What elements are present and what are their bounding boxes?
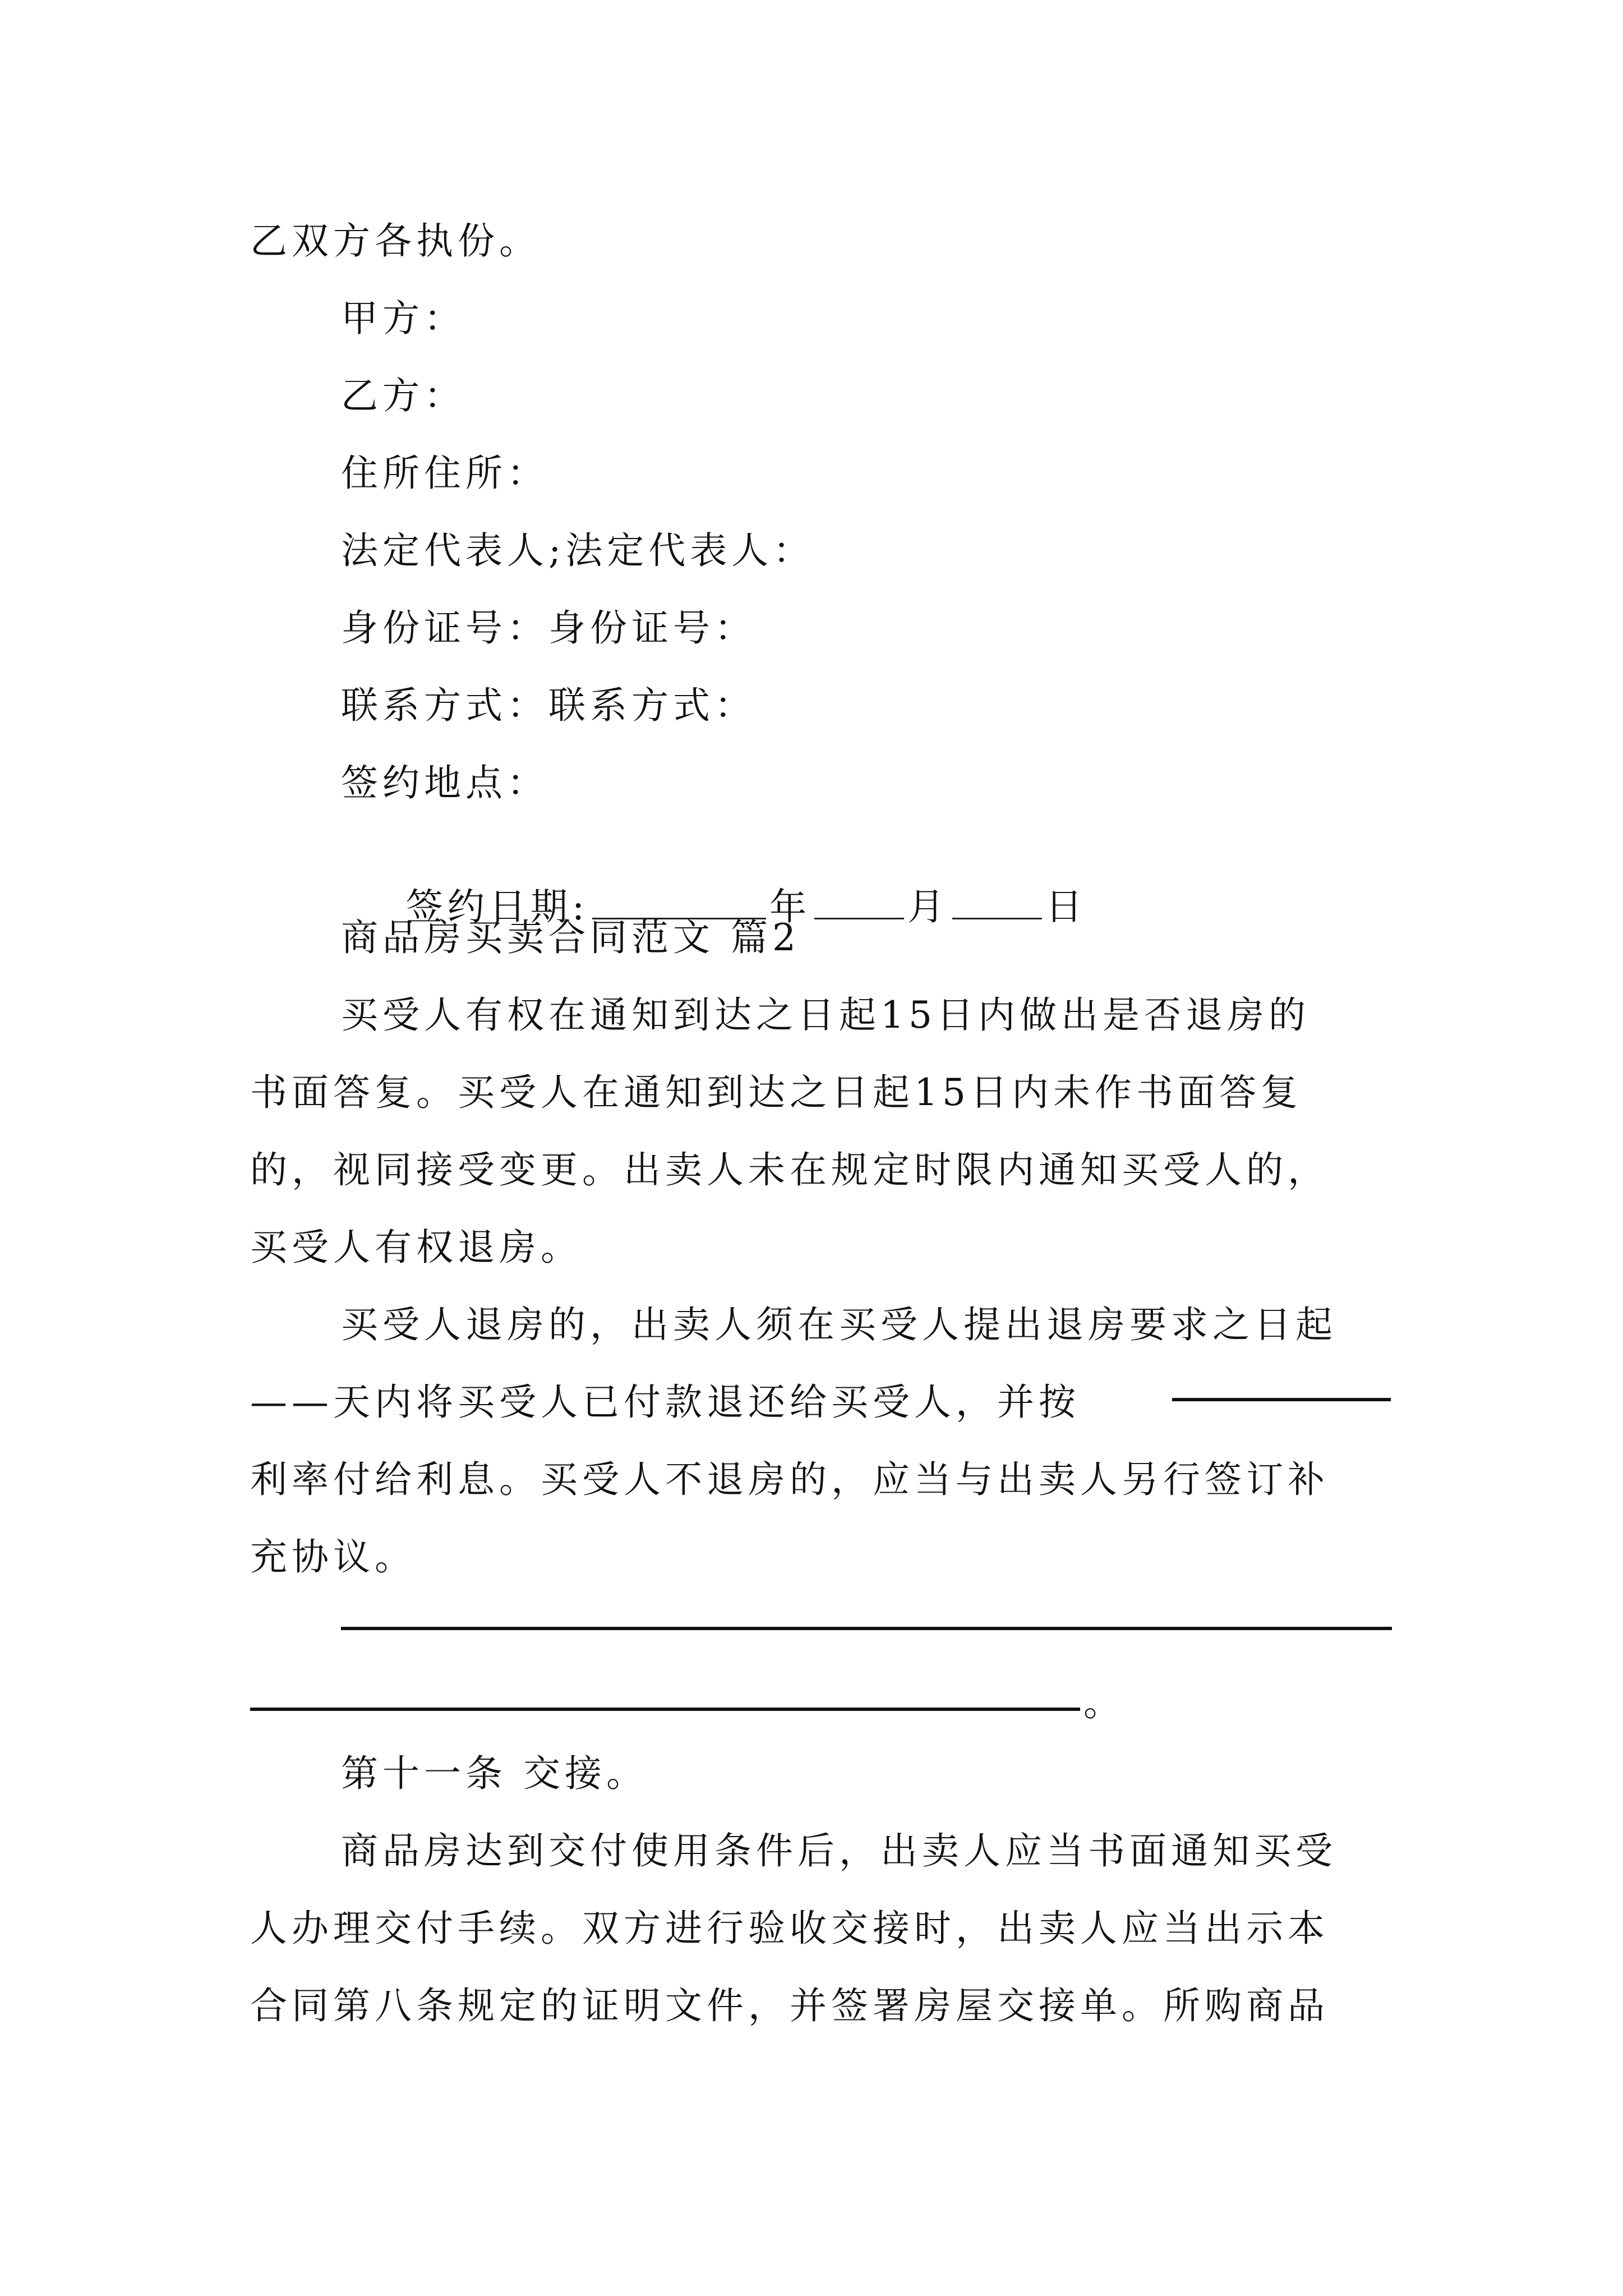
interest-rate-blank — [1172, 1398, 1391, 1401]
day-label: 日 — [1045, 885, 1087, 928]
party-b-label: 乙方： — [341, 374, 465, 417]
day-blank — [952, 883, 1042, 919]
id-number-label: 身份证号：身份证号： — [341, 606, 756, 650]
paragraph-line: 利率付给利息。买受人不退房的，应当与出卖人另行签订补 — [250, 1458, 1329, 1501]
month-label: 月 — [907, 885, 949, 928]
paragraph-line: 商品房达到交付使用条件后，出卖人应当书面通知买受 — [341, 1829, 1337, 1872]
contact-label: 联系方式：联系方式： — [341, 684, 756, 727]
rule-end-punctuation: 。 — [1083, 1681, 1125, 1724]
text-line: 乙双方各执份。 — [250, 219, 541, 263]
paragraph-line: 充协议。 — [250, 1535, 416, 1579]
signing-date-line — [341, 838, 1087, 928]
paragraph-line: 买受人有权在通知到达之日起15日内做出是否退房的 — [341, 993, 1310, 1037]
fill-in-rule — [341, 1627, 1392, 1630]
paragraph-line: 买受人有权退房。 — [250, 1226, 582, 1269]
section-heading: 商品房买卖合同范文 篇2 — [341, 916, 800, 959]
paragraph-line: 合同第八条规定的证明文件，并签署房屋交接单。所购商品 — [250, 1984, 1329, 2027]
fill-in-rule — [250, 1708, 1080, 1711]
paragraph-line: ——天内将买受人已付款退还给买受人，并按 — [250, 1381, 1080, 1424]
paragraph-line: 人办理交付手续。双方进行验收交接时，出卖人应当出示本 — [250, 1907, 1329, 1950]
article-heading: 第十一条 交接。 — [341, 1752, 648, 1795]
party-a-label: 甲方： — [341, 297, 465, 340]
month-blank — [814, 883, 904, 919]
year-label: 年 — [769, 885, 811, 928]
paragraph-line: 买受人退房的，出卖人须在买受人提出退房要求之日起 — [341, 1303, 1337, 1346]
year-blank — [592, 883, 766, 919]
signing-place-label: 签约地点： — [341, 761, 548, 804]
paragraph-line: 的，视同接受变更。出卖人未在规定时限内通知买受人的， — [250, 1148, 1329, 1191]
address-label: 住所住所： — [341, 452, 548, 495]
signing-date-label: 签约日期: — [405, 885, 589, 928]
legal-representative-label: 法定代表人;法定代表人： — [341, 529, 815, 572]
paragraph-line: 书面答复。买受人在通知到达之日起15日内未作书面答复 — [250, 1071, 1302, 1114]
